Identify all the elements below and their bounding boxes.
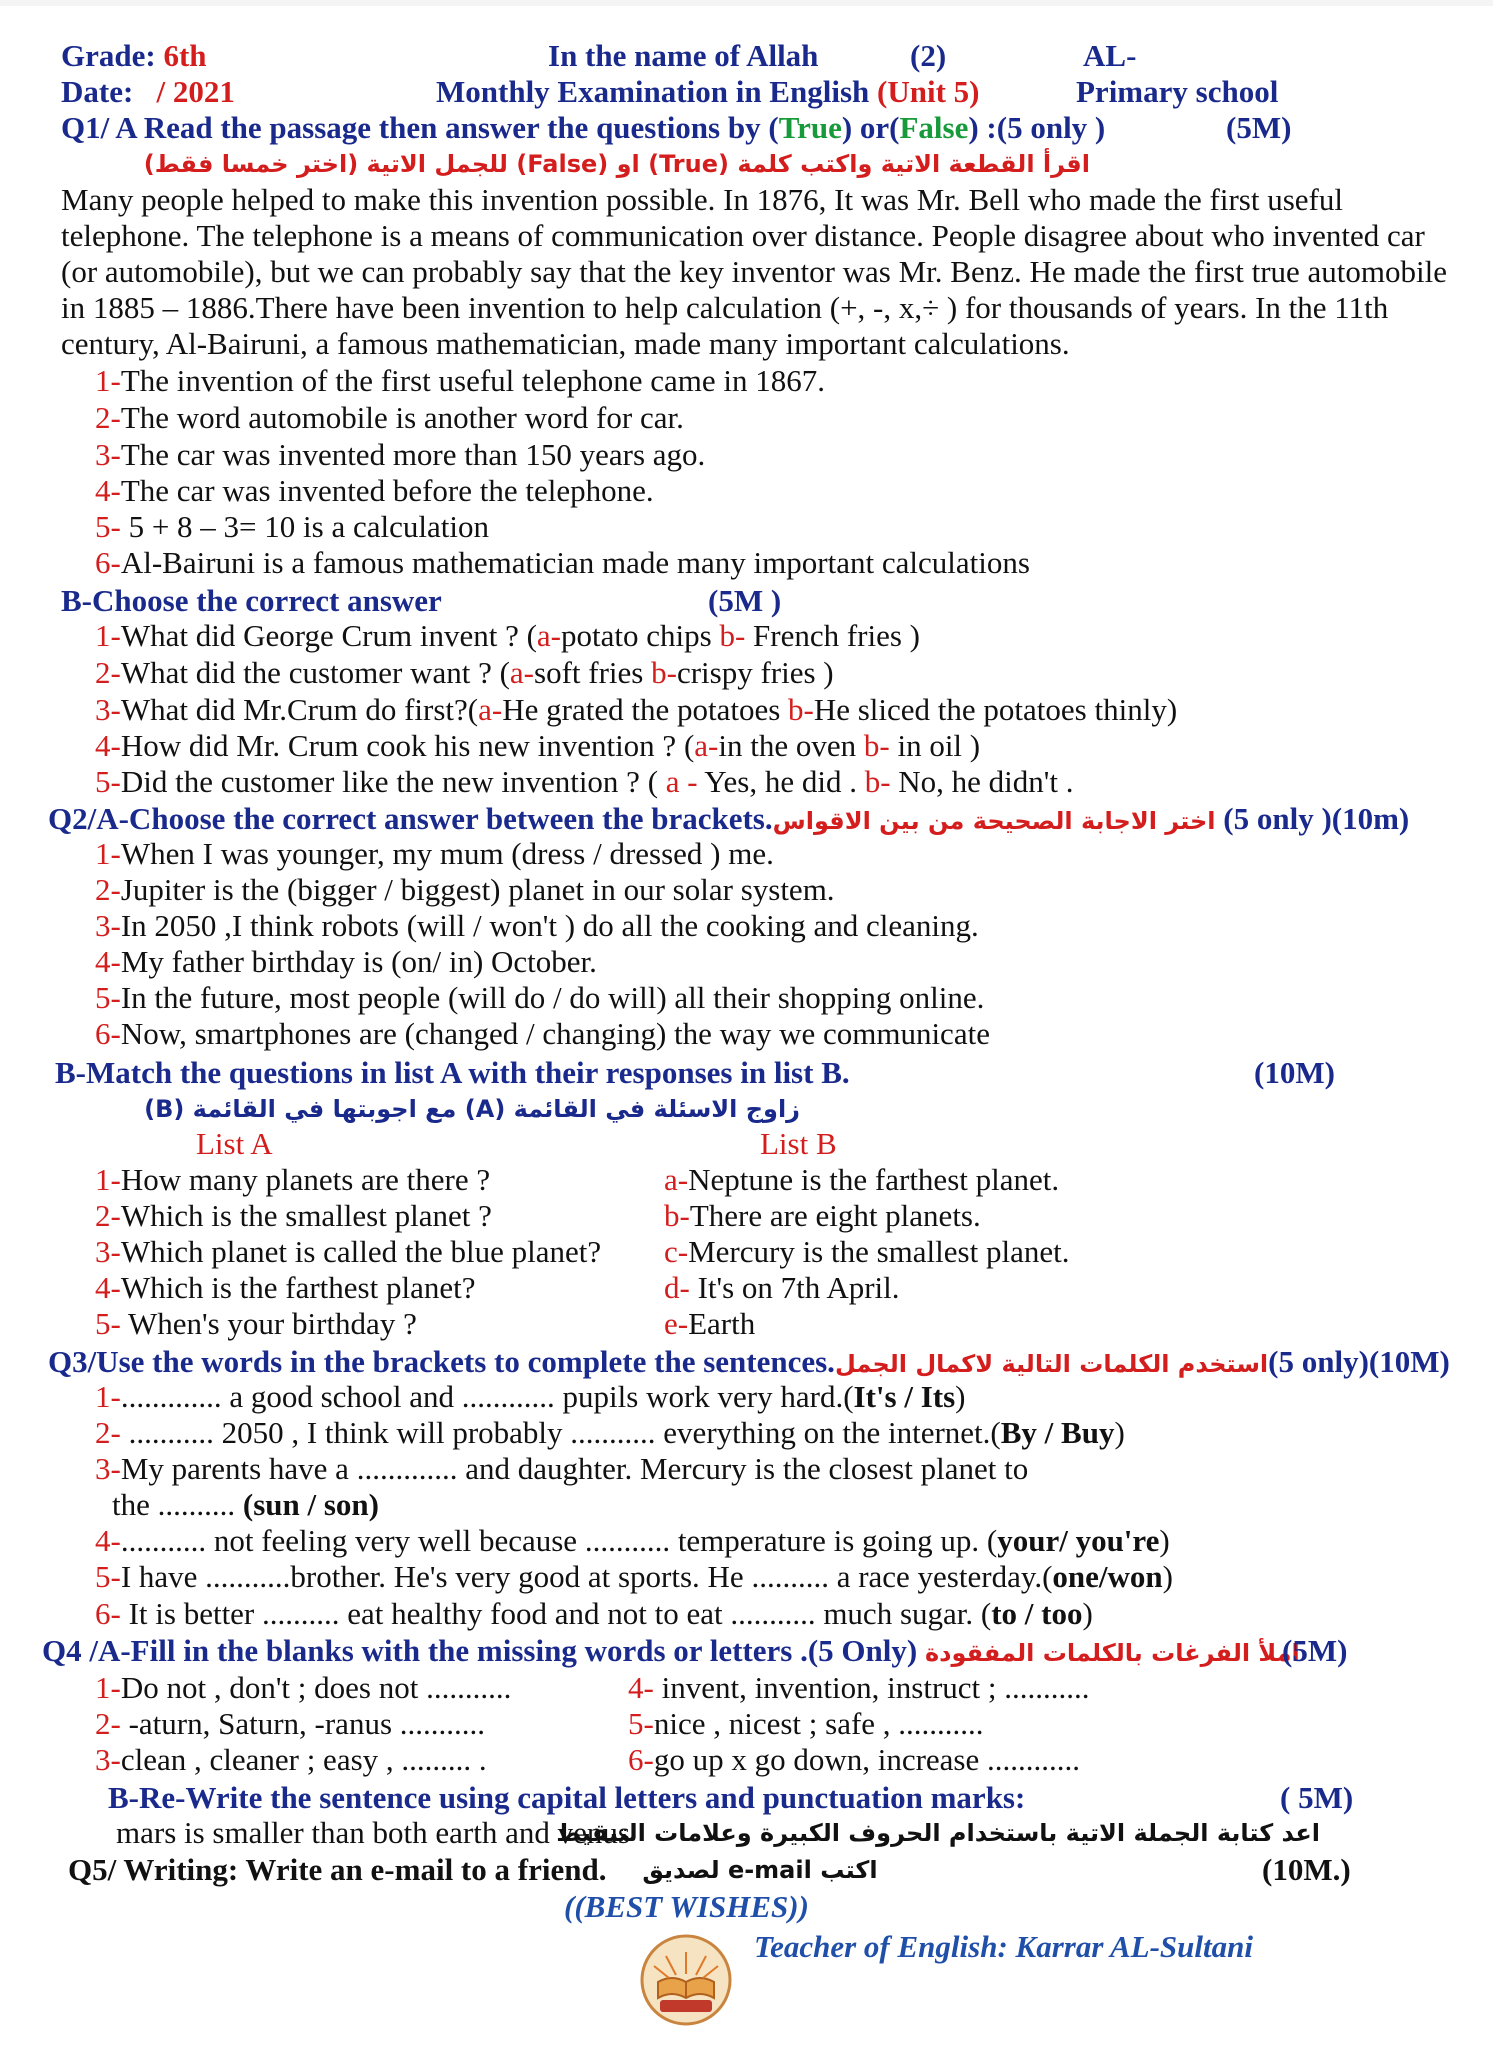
bracket-item: [95, 1016, 990, 1052]
bracket-item: [95, 980, 984, 1016]
option-a-marker: a -: [665, 764, 698, 799]
option-b-marker: b-: [788, 692, 814, 727]
item-question: What did Mr.Crum do first?(: [120, 692, 479, 727]
item-text: Neptune is the farthest planet.: [688, 1162, 1060, 1197]
item-question: What did George Crum invent ? (: [120, 618, 537, 653]
bismillah-text: In the name of Allah: [548, 38, 819, 73]
item-text: How many planets are there ?: [120, 1162, 491, 1197]
passage-line: Many people helped to make this invention possible. In 1876, It was Mr. Bell who made the first useful: [61, 182, 1343, 217]
q1-instr-pre: Q1/ A Read the passage then answer the questions by (: [61, 110, 779, 145]
list-b-item: [664, 1306, 755, 1342]
word-choices: By / Buy: [1000, 1415, 1115, 1450]
q2b-title: [55, 1055, 850, 1091]
grade-line: [61, 38, 207, 74]
item-number: 4-: [95, 728, 121, 763]
q2b-title-text: B-Match the questions in list A with their responses in list B.: [55, 1055, 850, 1090]
q1-marks-text: (5M): [1226, 110, 1292, 145]
exam-title-text: Monthly Examination in English: [436, 74, 870, 109]
item-number: 2-: [95, 1198, 121, 1233]
item-text: In 2050 ,I think robots (will / won't ) do all the cooking and cleaning.: [120, 908, 979, 943]
school-line2: [1076, 74, 1278, 110]
list-a-item: [95, 1234, 601, 1270]
item-text: Earth: [688, 1306, 756, 1341]
q5-arabic: [640, 1852, 880, 1888]
fill-item: [628, 1742, 1080, 1778]
list-a-item: [95, 1162, 490, 1198]
q4b-arabic-text: اعد كتابة الجملة الاتية باستخدام الحروف الكبيرة وعلامات التنقيط: [556, 1819, 1320, 1847]
option-b-text: French fries ): [745, 618, 921, 653]
passage-line: (or automobile), but we can probably say that the key inventor was Mr. Benz. He made the first true automobile: [61, 254, 1447, 289]
option-a-marker: a-: [536, 618, 562, 653]
q2-only: (5 only )(10m): [1223, 801, 1410, 836]
item-text: ........... 2050 , I think will probably ........... everything on the internet.(: [120, 1415, 1001, 1450]
q5-marks-text: (10M.): [1262, 1852, 1351, 1887]
option-a-text: soft fries: [534, 655, 652, 690]
item-number: 6-: [95, 1016, 121, 1051]
date-value: / 2021: [156, 74, 235, 109]
q4b-marks-text: ( 5M): [1280, 1780, 1354, 1815]
q2b-arabic: [144, 1091, 800, 1127]
item-number: 3-: [95, 1742, 121, 1777]
item-text: Now, smartphones are (changed / changing) the way we communicate: [120, 1016, 990, 1051]
fill-item: [95, 1670, 511, 1706]
option-b-text: He sliced the potatoes thinly): [813, 692, 1178, 727]
option-a-marker: a-: [478, 692, 503, 727]
list-a-title-text: List A: [196, 1126, 273, 1161]
q5-title: [68, 1852, 606, 1888]
item-number: 5-: [95, 509, 121, 544]
item-text: -aturn, Saturn, -ranus ...........: [120, 1706, 486, 1741]
choice-item: [95, 655, 834, 691]
passage-line: century, Al-Bairuni, a famous mathematician, made many important calculations.: [61, 326, 1070, 361]
item-text: ........... not feeling very well because ........... temperature is going up. (: [120, 1523, 998, 1558]
q1-arabic-text: اقرأ القطعة الاتية واكتب كلمة (True) او (False) للجمل الاتية (اختر خمسا فقط): [143, 150, 1090, 178]
item-question: Did the customer like the new invention ? (: [120, 764, 666, 799]
top-edge: [0, 0, 1493, 6]
q1b-title: [61, 583, 442, 619]
q4b-arabic: [556, 1815, 1320, 1851]
item-text: invent, invention, instruct ; ...........: [653, 1670, 1090, 1705]
q1b-title-text: B-Choose the correct answer: [61, 583, 442, 618]
school-line1: [1083, 38, 1136, 74]
page-number-text: (2): [910, 38, 947, 73]
item-letter: d-: [664, 1270, 690, 1305]
item-number: 3-: [95, 692, 121, 727]
item-text: My parents have a ............. and daughter. Mercury is the closest planet to: [120, 1451, 1029, 1486]
item-text: It is better .......... eat healthy food and not to eat ........... much sugar. (: [120, 1596, 992, 1631]
item-number: 6-: [95, 1596, 121, 1631]
statement-item: [95, 400, 684, 436]
best-wishes: [564, 1889, 809, 1925]
fill-line: [95, 1415, 1125, 1451]
q4b-marks: [1280, 1780, 1353, 1816]
grade-value: 6th: [163, 38, 207, 73]
teacher-name: Teacher of English: Karrar AL-Sultani: [754, 1929, 1253, 1964]
q4-marks: [1282, 1633, 1347, 1669]
q3-arabic: استخدم الكلمات التالية لاكمال الجمل: [834, 1350, 1269, 1378]
item-number: 1-: [95, 618, 121, 653]
choice-item: [95, 764, 1074, 800]
word-choices: one/won: [1052, 1559, 1163, 1594]
list-b-item: [664, 1198, 981, 1234]
option-a-marker: a-: [509, 655, 535, 690]
statement-item: [95, 437, 705, 473]
list-b-title: [760, 1126, 837, 1162]
list-b-item: [664, 1270, 900, 1306]
q4b-title: [108, 1780, 1025, 1816]
item-text: There are eight planets.: [689, 1198, 981, 1233]
statement-item: [95, 473, 654, 509]
item-number: 5-: [628, 1706, 654, 1741]
q5-title-text: Q5/ Writing: Write an e-mail to a friend.: [68, 1852, 607, 1887]
q4-title: [42, 1633, 1300, 1671]
item-question: How did Mr. Crum cook his new invention ? (: [120, 728, 695, 763]
item-letter: e-: [664, 1306, 689, 1341]
q3-title: [48, 1344, 1450, 1382]
q4-arabic: املأ الفرغات بالكلمات المفقودة: [924, 1639, 1300, 1667]
item-number: 1-: [95, 1162, 121, 1197]
date-label: Date:: [61, 74, 134, 109]
word-choices: to / too: [991, 1596, 1083, 1631]
item-number: 1-: [95, 363, 121, 398]
item-number: 4-: [95, 473, 121, 508]
item-text: Do not , don't ; does not ...........: [120, 1670, 512, 1705]
q4b-sentence-text: mars is smaller than both earth and venus: [116, 1815, 630, 1850]
item-number: 5-: [95, 764, 121, 799]
item-text: The car was invented before the telephone.: [120, 473, 654, 508]
word-choices: your/ you're: [997, 1523, 1160, 1558]
q1-or-word: ) or(: [841, 110, 900, 145]
option-a-text: He grated the potatoes: [502, 692, 789, 727]
bismillah: [548, 38, 818, 74]
list-a-item: [95, 1198, 492, 1234]
item-text: Which is the farthest planet?: [120, 1270, 476, 1305]
item-number: 4-: [628, 1670, 654, 1705]
q4b-title-text: B-Re-Write the sentence using capital letters and punctuation marks:: [108, 1780, 1026, 1815]
item-text: go up x go down, increase ............: [653, 1742, 1081, 1777]
item-text: ............. a good school and ............ pupils work very hard.(: [120, 1379, 854, 1414]
statement-item: [95, 509, 489, 545]
q2-arabic: اختر الاجابة الصحيحة من بين الاقواس: [772, 807, 1216, 835]
item-end: ): [1162, 1559, 1173, 1594]
option-a-text: Yes, he did .: [697, 764, 865, 799]
item-number: 3-: [95, 437, 121, 472]
item-text: I have ...........brother. He's very good at sports. He .......... a race yesterday.(: [120, 1559, 1053, 1594]
item-number: 4-: [95, 1523, 121, 1558]
item-number: 1-: [95, 1379, 121, 1414]
list-a-item: [95, 1306, 417, 1342]
bracket-item: [95, 872, 835, 908]
exam-title: [436, 74, 979, 110]
exam-unit: (Unit 5): [877, 74, 980, 109]
option-b-text: in oil ): [889, 728, 981, 763]
item-number: 2-: [95, 872, 121, 907]
fill-line: [95, 1451, 1028, 1487]
fill-item: [628, 1670, 1090, 1706]
q2b-marks-text: (10M): [1254, 1055, 1335, 1090]
item-letter: b-: [664, 1198, 690, 1233]
fill-item: [95, 1706, 485, 1742]
q1-false-word: False: [899, 110, 969, 145]
q2-title: [48, 801, 1409, 839]
fill-line: [95, 1379, 966, 1415]
option-b-marker: b-: [863, 728, 890, 763]
bracket-item: [95, 836, 774, 872]
passage-line: in 1885 – 1886.There have been invention to help calculation (+, -, x,÷ ) for thousands of years. In the 11th: [61, 290, 1389, 325]
item-number: 5-: [95, 980, 121, 1015]
item-number: 6-: [95, 545, 121, 580]
item-text: My father birthday is (on/ in) October.: [120, 944, 597, 979]
choice-item: [95, 692, 1177, 728]
q1-instr-post: ) :(5 only ): [968, 110, 1106, 145]
item-text: In the future, most people (will do / do will) all their shopping online.: [120, 980, 985, 1015]
option-b-marker: b-: [651, 655, 677, 690]
fill-item: [628, 1706, 984, 1742]
q1b-marks: [708, 583, 781, 619]
option-b-marker: b-: [719, 618, 746, 653]
q2b-arabic-text: زاوج الاسئلة في القائمة (A) مع اجوبتها في القائمة (B): [144, 1095, 800, 1123]
q1-marks: [1226, 110, 1291, 146]
item-number: 4-: [95, 944, 121, 979]
fill-item: [95, 1742, 487, 1778]
q4-marks-text: (5M): [1282, 1633, 1348, 1668]
choice-item: [95, 618, 920, 654]
q3-only: (5 only)(10M): [1268, 1344, 1450, 1379]
q1b-marks-text: (5M ): [708, 583, 782, 618]
item-number: 3-: [95, 1234, 121, 1269]
q1-arabic-instructions: [143, 146, 1090, 182]
item-text: Which is the smallest planet ?: [120, 1198, 492, 1233]
item-letter: c-: [664, 1234, 689, 1269]
school-name-bottom: Primary school: [1076, 74, 1279, 109]
fill-line: [95, 1596, 1093, 1632]
fill-line: [95, 1559, 1173, 1595]
item-text: When's your birthday ?: [120, 1306, 417, 1341]
q4b-sentence: [116, 1815, 630, 1851]
item-end: ): [1159, 1523, 1170, 1558]
item-number: 2-: [95, 400, 121, 435]
date-line: [61, 74, 235, 110]
item-text: the ..........: [112, 1487, 243, 1522]
option-a-text: in the oven: [718, 728, 864, 763]
item-number: 5-: [95, 1559, 121, 1594]
item-text: clean , cleaner ; easy , ......... .: [120, 1742, 487, 1777]
choice-item: [95, 728, 980, 764]
item-question: What did the customer want ? (: [120, 655, 510, 690]
item-text: Al-Bairuni is a famous mathematician made many important calculations: [120, 545, 1030, 580]
list-b-item: [664, 1234, 1069, 1270]
q3-title-text: Q3/Use the words in the brackets to complete the sentences.: [48, 1344, 835, 1379]
q2-title-text: Q2/A-Choose the correct answer between the brackets.: [48, 801, 773, 836]
q1-true-word: True: [778, 110, 842, 145]
item-text: 5 + 8 – 3= 10 is a calculation: [120, 509, 489, 544]
list-b-item: [664, 1162, 1059, 1198]
item-number: 2-: [95, 1706, 121, 1741]
item-text: The word automobile is another word for car.: [120, 400, 684, 435]
q2b-marks: [1254, 1055, 1335, 1091]
school-name-top: AL-: [1083, 38, 1137, 73]
item-text: Mercury is the smallest planet.: [688, 1234, 1070, 1269]
q5-marks: [1262, 1852, 1351, 1888]
item-text: Which planet is called the blue planet?: [120, 1234, 602, 1269]
option-a-marker: a-: [694, 728, 719, 763]
fill-line-continued: [112, 1487, 379, 1523]
grade-label: Grade:: [61, 38, 156, 73]
item-number: 4-: [95, 1270, 121, 1305]
item-end: ): [1114, 1415, 1125, 1450]
passage-line: telephone. The telephone is a means of communication over distance. People disagree about who invented car: [61, 218, 1425, 253]
item-text: It's on 7th April.: [689, 1270, 900, 1305]
item-number: 2-: [95, 655, 121, 690]
page-number: [910, 38, 946, 74]
list-b-title-text: List B: [760, 1126, 837, 1161]
item-letter: a-: [664, 1162, 689, 1197]
option-b-text: crispy fries ): [676, 655, 834, 690]
q1-instructions: [61, 110, 1105, 146]
q5-arabic-text: اكتب e-mail لصديق: [642, 1856, 878, 1884]
list-a-item: [95, 1270, 475, 1306]
item-end: ): [1082, 1596, 1093, 1631]
item-text: When I was younger, my mum (dress / dressed ) me.: [120, 836, 774, 871]
option-b-marker: b-: [864, 764, 891, 799]
word-choices: It's / Its: [853, 1379, 956, 1414]
item-number: 3-: [95, 1451, 121, 1486]
bracket-item: [95, 944, 597, 980]
item-number: 5-: [95, 1306, 121, 1341]
item-number: 6-: [628, 1742, 654, 1777]
item-text: The car was invented more than 150 years ago.: [120, 437, 706, 472]
item-end: ): [955, 1379, 966, 1414]
item-number: 1-: [95, 836, 121, 871]
item-number: 3-: [95, 908, 121, 943]
book-logo-icon: [636, 1930, 736, 2030]
item-number: 1-: [95, 1670, 121, 1705]
list-a-title: [196, 1126, 273, 1162]
option-a-text: potato chips: [561, 618, 720, 653]
statement-item: [95, 363, 825, 399]
fill-line: [95, 1523, 1170, 1559]
q4-title-text: Q4 /A-Fill in the blanks with the missing words or letters .(5 Only): [42, 1633, 918, 1668]
word-choices: (sun / son): [242, 1487, 379, 1522]
best-wishes-text: ((BEST WISHES)): [564, 1889, 809, 1924]
item-number: 2-: [95, 1415, 121, 1450]
statement-item: [95, 545, 1030, 581]
option-b-text: No, he didn't .: [890, 764, 1074, 799]
item-text: nice , nicest ; safe , ...........: [653, 1706, 984, 1741]
item-text: The invention of the first useful telephone came in 1867.: [120, 363, 826, 398]
item-text: Jupiter is the (bigger / biggest) planet in our solar system.: [120, 872, 835, 907]
bracket-item: [95, 908, 979, 944]
teacher-signature: [754, 1929, 1253, 1965]
